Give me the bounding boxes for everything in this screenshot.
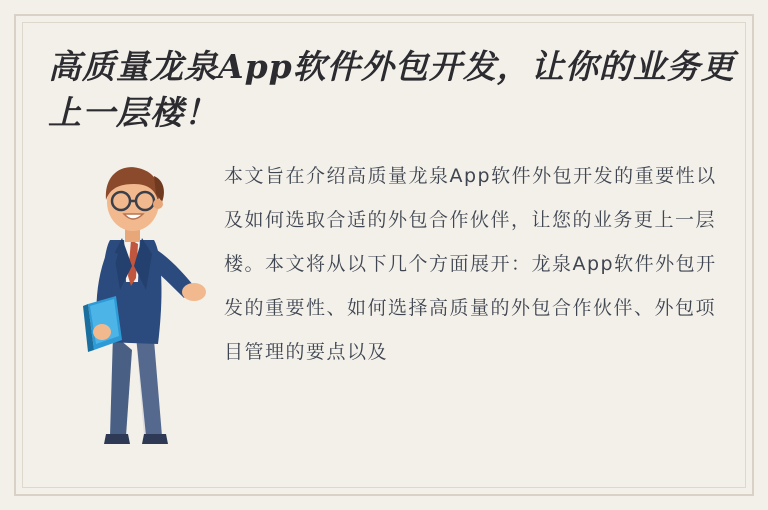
businessman-illustration [58,154,218,454]
article-paragraph: 本文旨在介绍高质量龙泉App软件外包开发的重要性以及如何选取合适的外包合作伙伴，让您的业务更上一层楼。本文将从以下几个方面展开：龙泉App软件外包开发的重要性、如何选择高质量的外包合作伙伴、外包项目管理的要点以及 [224,165,717,363]
page-title: 高质量龙泉App软件外包开发，让你的业务更上一层楼！ [48,47,735,132]
article-content [44,44,735,480]
article-body [44,154,724,454]
